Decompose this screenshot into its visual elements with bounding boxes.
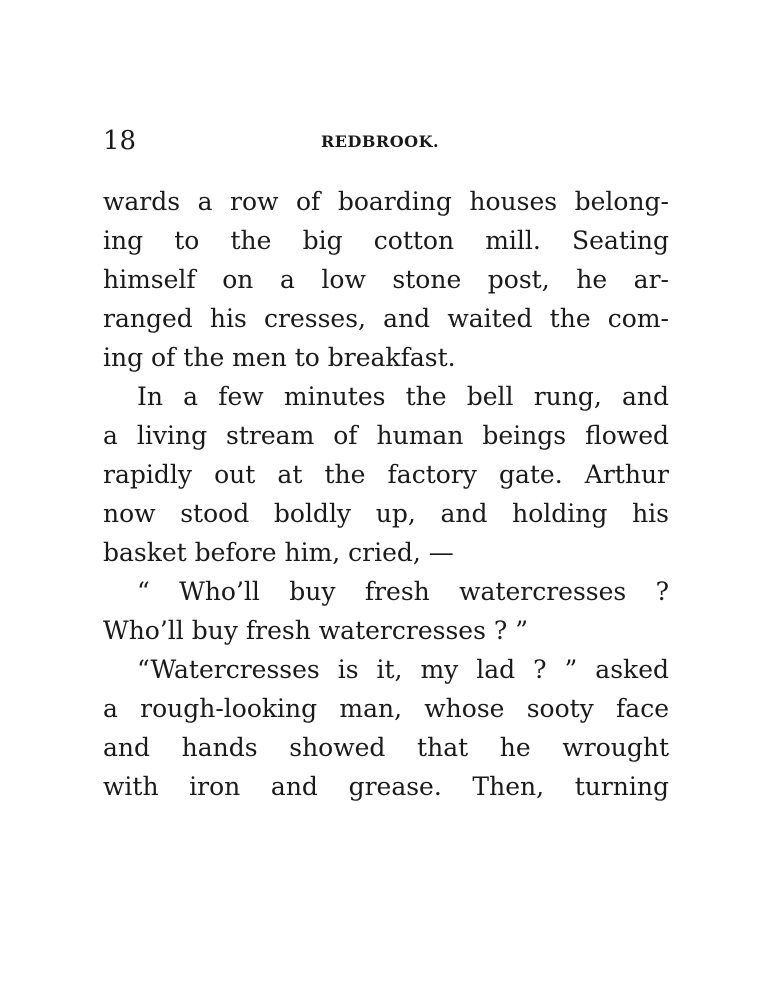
text-line: Who’ll buy fresh watercresses ? ” [103,616,528,645]
text-line: ing to the big cotton mill. Seating [103,226,669,255]
text-line: a rough-looking man, whose sooty face [103,694,669,723]
page-number: 18 [103,126,137,156]
text-line: “ Who’ll buy fresh watercresses ? [137,577,669,606]
text-line: In a few minutes the bell rung, and [137,382,669,411]
text-line: with iron and grease. Then, turning [103,772,669,801]
body-text [103,184,669,808]
text-line: ranged his cresses, and waited the com- [103,304,669,333]
text-line: ing of the men to breakfast. [103,343,456,372]
running-head: REDBROOK. [321,132,440,151]
text-line: basket before him, cried, — [103,538,454,567]
text-line: wards a row of boarding houses belong- [103,187,669,216]
text-line: and hands showed that he wrought [103,733,669,762]
page-header [103,124,669,164]
text-line: himself on a low stone post, he ar- [103,265,669,294]
text-line: now stood boldly up, and holding his [103,499,669,528]
text-line: “Watercresses is it, my lad ? ” asked [137,655,669,684]
text-line: rapidly out at the factory gate. Arthur [103,460,669,489]
text-line: a living stream of human beings flowed [103,421,669,450]
